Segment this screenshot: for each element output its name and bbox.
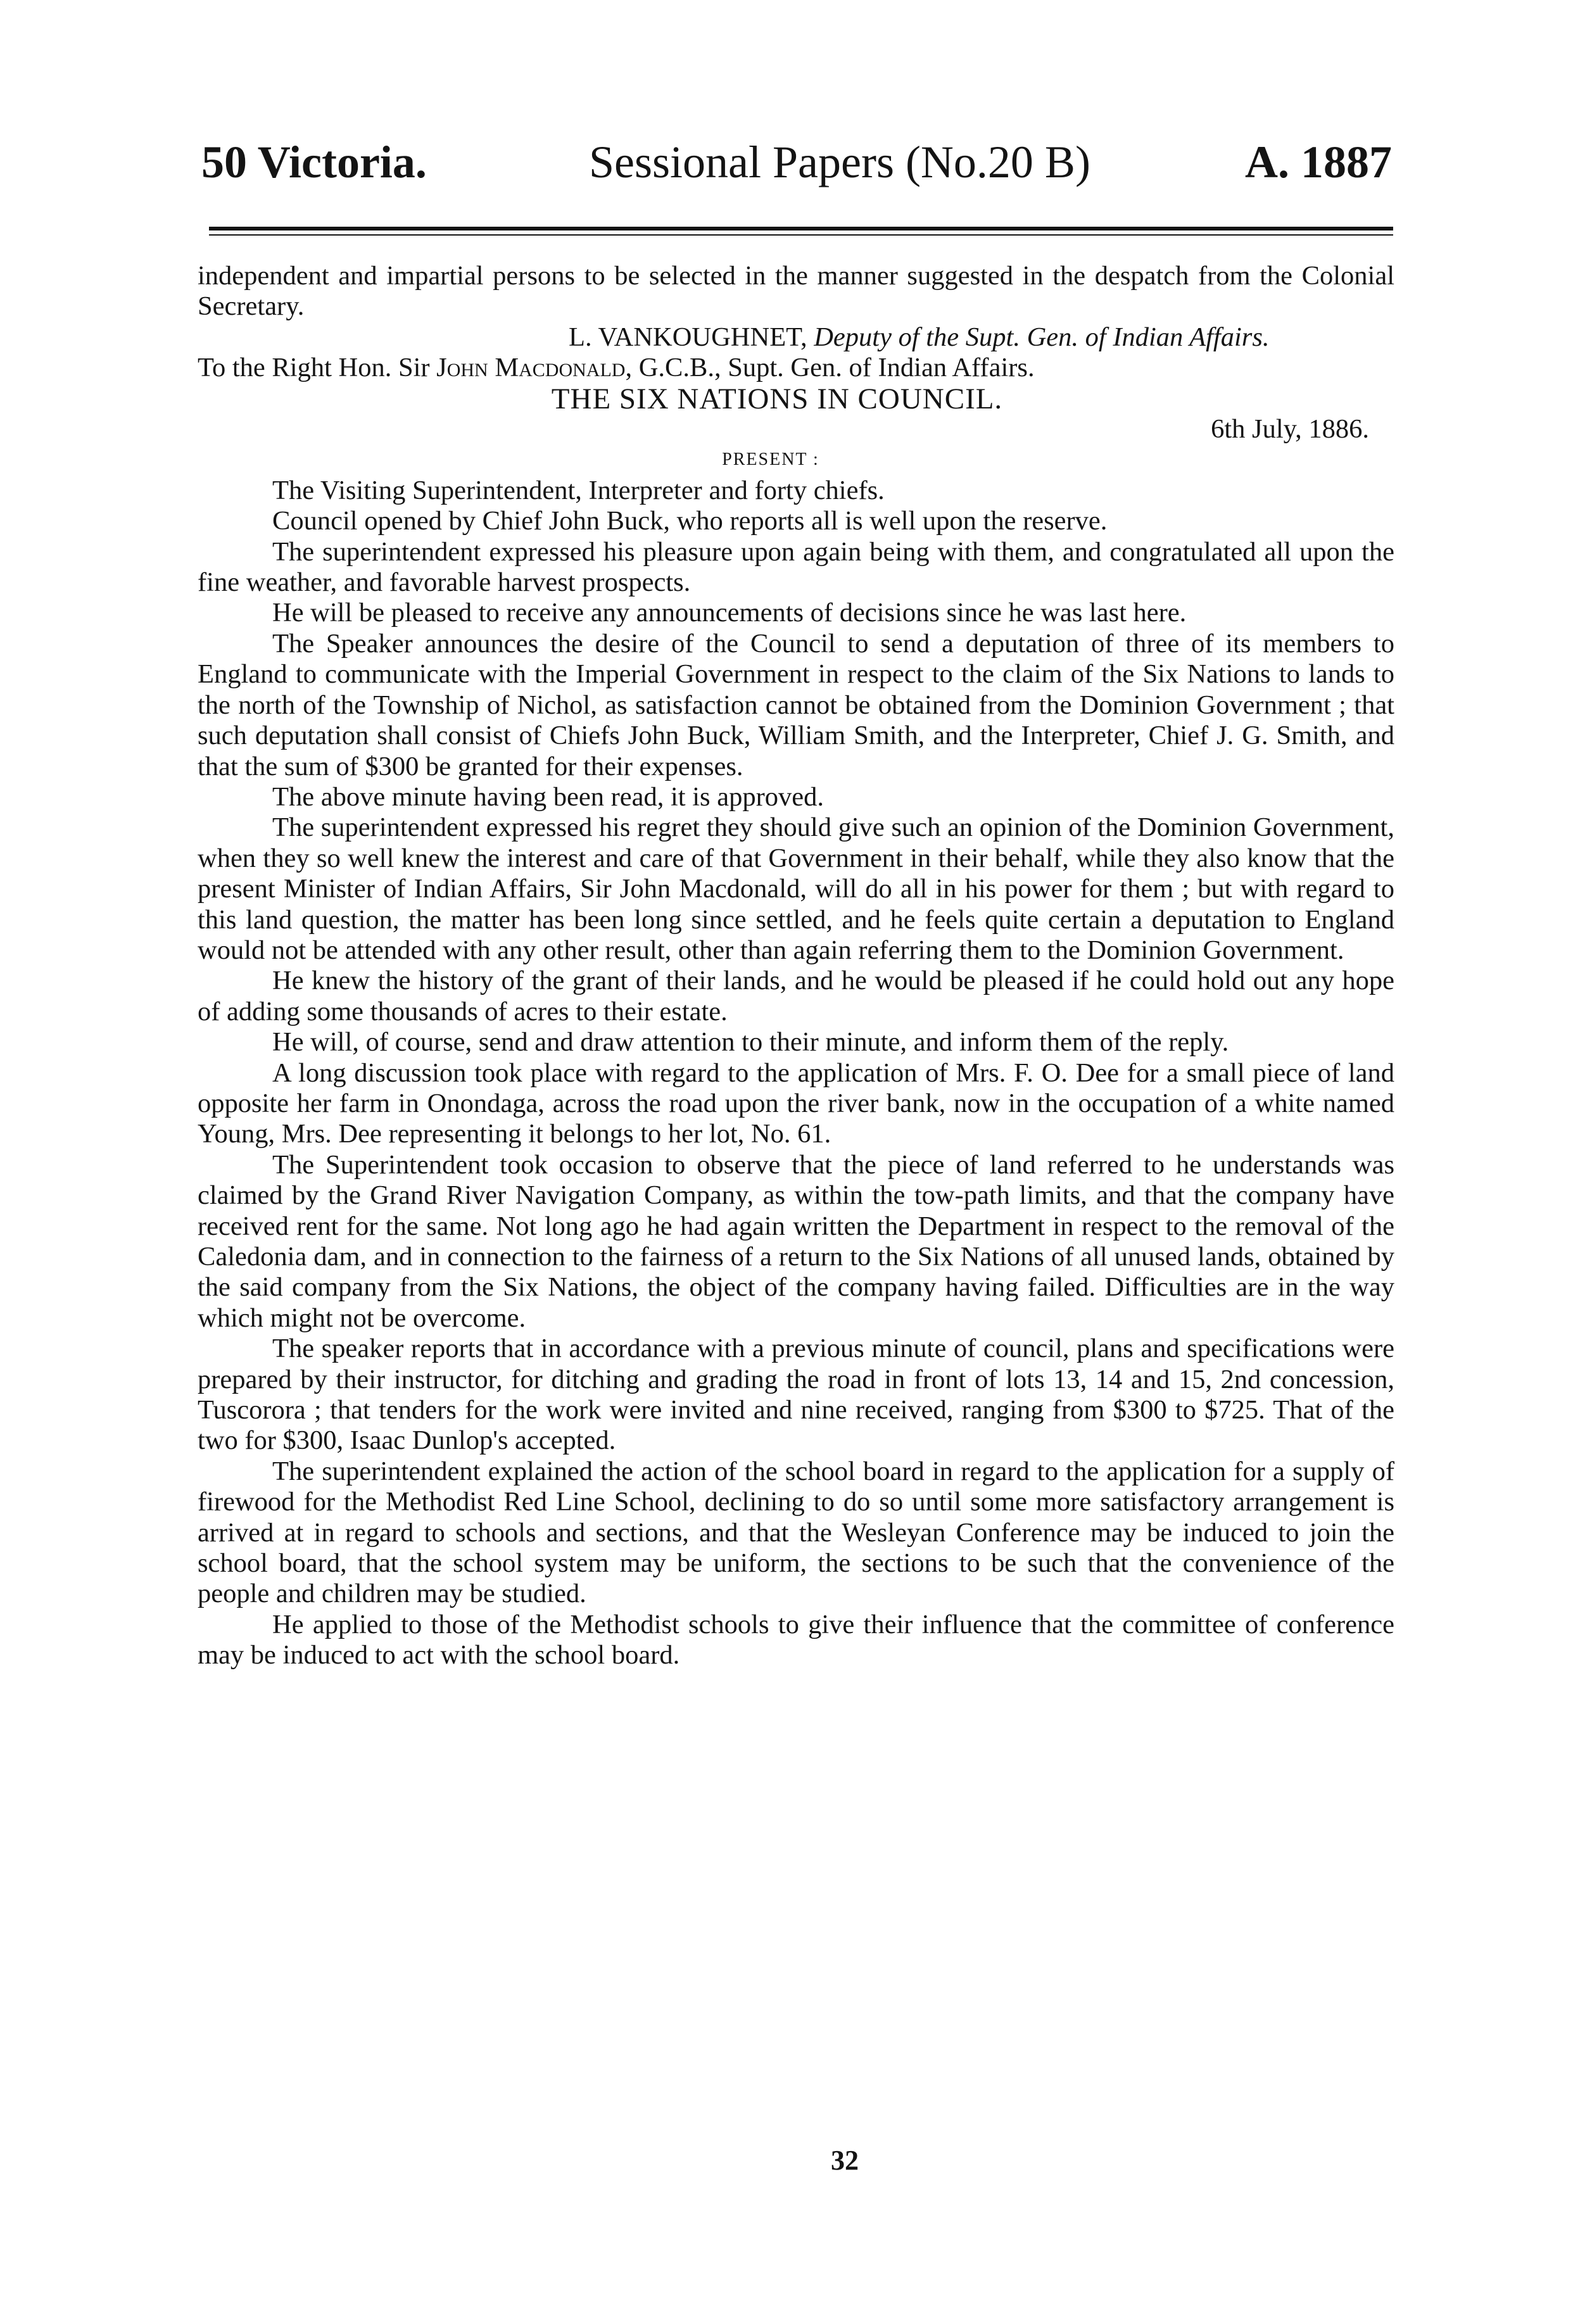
addressee-prefix: To the Right Hon. Sir <box>198 353 430 383</box>
header-session: 50 Victoria. <box>201 137 427 187</box>
addressee-suffix: , G.C.B., Supt. Gen. of Indian Affairs. <box>625 353 1035 383</box>
body-paragraph: The Visiting Superintendent, Interpreter and forty chiefs. <box>272 475 885 505</box>
signatory-title: Deputy of the Supt. Gen. of Indian Affairs. <box>814 322 1270 352</box>
header-publication: Sessional Papers (No.20 B) <box>589 137 1090 187</box>
addressee-line <box>198 353 1394 383</box>
body-paragraph: The Speaker announces the desire of the Council to send a deputation of three of its members to England to communicate with the Imperial Government in respect to the claim of the Six Nations to lands to the north of the Township of Nichol, as satisfaction cannot be obtained from the Dominion Government ; that such deputation shall consist of Chiefs John Buck, William Smith, and the Interpreter, Chief J. G. Smith, and that the sum of $300 be granted for their expenses. <box>198 628 1394 781</box>
body-paragraph: He knew the history of the grant of their lands, and he would be pleased if he could hold out any hope of adding some thousands of acres to their estate. <box>198 966 1394 1026</box>
signatory-name: L. VANKOUGHNET, <box>569 322 807 352</box>
addressee-name: John Macdonald <box>436 353 626 383</box>
header-rule <box>209 227 1393 231</box>
intro-paragraph: independent and impartial persons to be selected in the manner suggested in the despatch from the Colonial Secretary. <box>198 261 1394 322</box>
body-paragraph: He will, of course, send and draw attention to their minute, and inform them of the reply. <box>272 1027 1229 1058</box>
page-body <box>198 261 1394 1671</box>
body-paragraph: The superintendent expressed his regret they should give such an opinion of the Dominion Government, when they so well knew the interest and care of that Government in their behalf, while they also know that the present Minister of Indian Affairs, Sir John Macdonald, will do all in his power for them ; but with regard to this land question, the matter has been long since settled, and he feels quite certain a deputation to England would not be attended with any other result, other than again referring them to the Dominion Government. <box>198 812 1394 965</box>
present-label: PRESENT : <box>722 450 819 470</box>
running-header <box>201 124 1392 200</box>
meeting-date: 6th July, 1886. <box>1211 414 1369 445</box>
body-paragraph: Council opened by Chief John Buck, who reports all is well upon the reserve. <box>272 506 1108 536</box>
body-paragraph: The superintendent expressed his pleasure upon again being with them, and congratulated all upon the fine weather, and favorable harvest prospects. <box>198 536 1394 598</box>
body-paragraph: The above minute having been read, it is approved. <box>272 781 824 812</box>
signature-line <box>198 322 1394 353</box>
section-title: THE SIX NATIONS IN COUNCIL. <box>551 382 1003 415</box>
body-paragraph: He will be pleased to receive any announcements of decisions since he was last here. <box>272 598 1187 628</box>
page-number: 32 <box>831 2145 859 2176</box>
body-paragraph: The speaker reports that in accordance with a previous minute of council, plans and specifications were prepared by their instructor, for ditching and grading the road in front of lots 13, 14 and 15, 2nd concession, Tuscorora ; that tenders for the work were invited and nine received, ranging from $300 to $725. That of the two for $300, Isaac Dunlop's accepted. <box>198 1334 1394 1456</box>
body-paragraph: A long discussion took place with regard to the application of Mrs. F. O. Dee for a small piece of land opposite her farm in Onondaga, across the road upon the river bank, now in the occupation of a white named Young, Mrs. Dee representing it belongs to her lot, No. 61. <box>198 1058 1394 1149</box>
body-paragraph: The superintendent explained the action of the school board in regard to the application for a supply of firewood for the Methodist Red Line School, declining to do so until some more satisfactory arrangement is arrived at in regard to schools and sections, and that the Wesleyan Conference may be induced to join the school board, that the school system may be uniform, the sections to be such that the convenience of the people and children may be studied. <box>198 1456 1394 1609</box>
header-rule-thin <box>209 234 1393 236</box>
body-paragraph: The Superintendent took occasion to observe that the piece of land referred to he understands was claimed by the Grand River Navigation Company, as within the tow-path limits, and that the company have received rent for the same. Not long ago he had again written the Department in respect to the removal of the Caledonia dam, and in connection to the fairness of a return to the Six Nations of all unused lands, obtained by the said company from the Six Nations, the object of the company having failed. Difficulties are in the way which might not be overcome. <box>198 1149 1394 1333</box>
header-year: A. 1887 <box>1245 137 1392 187</box>
body-paragraph: He applied to those of the Methodist schools to give their influence that the committee of conference may be induced to act with the school board. <box>198 1609 1394 1670</box>
